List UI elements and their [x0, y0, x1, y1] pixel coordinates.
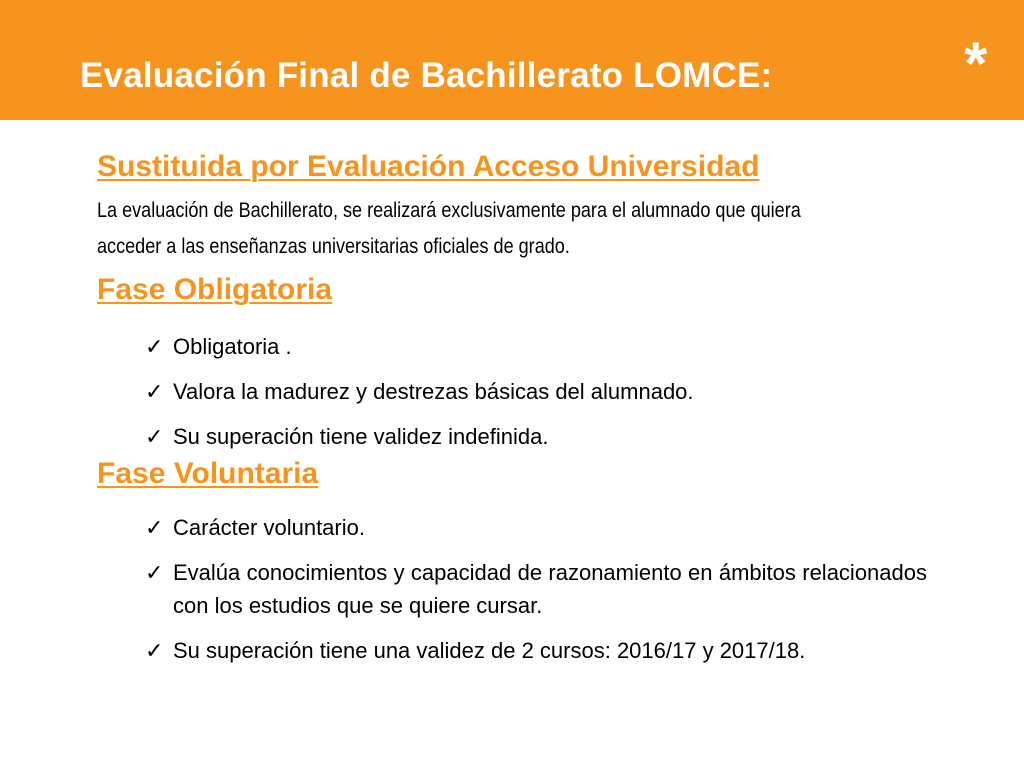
check-icon: ✓ [145, 334, 164, 359]
list-fase-voluntaria [145, 511, 927, 667]
check-icon: ✓ [145, 638, 164, 663]
heading-fase-obligatoria: Fase Obligatoria [97, 273, 333, 306]
list-item: ✓ Valora la madurez y destrezas básicas del alumnado. [145, 375, 927, 408]
check-icon: ✓ [145, 379, 164, 404]
slide-title: Evaluación Final de Bachillerato LOMCE: [80, 56, 773, 95]
list-item: ✓ Evalúa conocimientos y capacidad de razonamiento en ámbitos relacionados con los estudios que se quiere cursar. [145, 556, 927, 622]
list-item: ✓ Su superación tiene validez indefinida. [145, 420, 927, 453]
list-item: ✓ Obligatoria . [145, 330, 927, 363]
list-item: ✓ Su superación tiene una validez de 2 cursos: 2016/17 y 2017/18. [145, 634, 927, 667]
check-icon: ✓ [145, 424, 164, 449]
intro-line-1: La evaluación de Bachillerato, se realizará exclusivamente para el alumnado que quiera [97, 199, 801, 222]
header-bar [0, 0, 1024, 120]
check-icon: ✓ [145, 560, 164, 585]
asterisk-icon: * [964, 30, 988, 97]
check-icon: ✓ [145, 515, 164, 540]
list-fase-obligatoria [145, 330, 927, 453]
intro-paragraph [97, 193, 948, 265]
intro-line-2: acceder a las enseñanzas universitarias oficiales de grado. [97, 235, 570, 258]
heading-sustituida: Sustituida por Evaluación Acceso Universidad [97, 150, 760, 183]
list-item: ✓ Carácter voluntario. [145, 511, 927, 544]
heading-fase-voluntaria: Fase Voluntaria [97, 457, 319, 490]
